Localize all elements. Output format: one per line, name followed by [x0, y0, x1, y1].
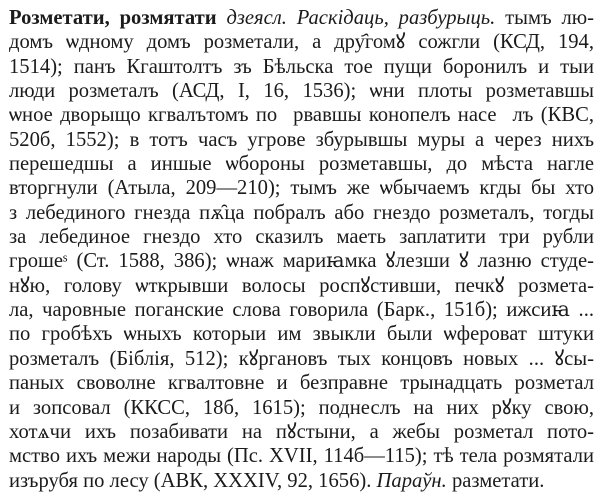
entry-text-line: паных своволне кгвалтовне и безправне трынадцать розметал	[9, 372, 594, 395]
equivalent-word: разметати.	[451, 469, 545, 492]
entry-text-line: мство ихъ межи народы (Пс. XVII, 114б—115); тѣ тела розмятали	[9, 445, 594, 468]
entry-text-line: 1514); панъ Кгаштолтъ зъ Бѣльска тое пущи боронилъ и тыи	[9, 55, 594, 78]
entry-text-line: вторгнули (Атыла, 209—210); тымъ же ѡбычаемъ кгды бы хто	[9, 177, 594, 200]
entry-text-line: люди розметалъ (АСД, I, 16, 1536); ѡни плоты розметавшы	[9, 80, 594, 103]
entry-text-line: з лебединого гнезда пѫ̑ца побралъ або гнездо розметалъ, тогды	[9, 201, 594, 224]
entry-text-line: перешедшы а иншые ѡбороны розметавшы, до мѣста нагле	[9, 153, 594, 176]
entry-text-line: розметалъ (Біблія, 512); кꙋргановъ тых концовъ новых ... ꙋсы-	[9, 347, 594, 370]
entry-text-line: и зопсовал (ККСС, 18б, 1615); поднеслъ на них рꙋку свою,	[9, 396, 594, 419]
entry-first-line	[9, 6, 594, 30]
entry-gloss: Раскідаць, разбурыць.	[296, 7, 496, 29]
entry-text-line: за лебединое гнездо хто сказилъ маеть заплатити три рубли	[9, 226, 594, 249]
entry-text-line: тымъ лю-	[505, 7, 594, 29]
entry-text-line: хотѧчи ихъ позабивати на пꙋстыни, а жебы розметал пото-	[9, 420, 594, 443]
entry-text-line: нꙋю, голову ѡткрывши волосы роспꙋстивши, печкꙋ розмета-	[9, 274, 594, 297]
entry-text-line: ла, чаровные поганские слова говорила (Барк., 151б); ижсиꙗ ...	[9, 299, 594, 322]
entry-text-line: изърубя по лесу (АВК, XXXIV, 92, 1656).	[9, 469, 372, 492]
equivalent-label: Параўн.	[376, 469, 447, 492]
entry-headword: Розметати, розмятати	[9, 7, 217, 29]
entry-last-line	[9, 469, 594, 493]
entry-text-line: по гробѣхъ ѡныхъ которыи им звыкли были ѡфероват штуки	[9, 323, 594, 346]
part-of-speech: дзеясл.	[226, 7, 287, 29]
entry-text-line: грошеˢ (Ст. 1588, 386); ѡнаж мариꙗмка ꙋлезши ꙋ лазню студе-	[9, 250, 594, 273]
entry-text-line: 520б, 1552); в тотъ часъ угрове збурывшы муры а через нихъ	[9, 128, 594, 151]
entry-text-line: ѡное дворыщо кгвалътомъ поⷮрвавшы конопелъ насеⷮлъ (КВС,	[9, 104, 594, 127]
entry-text-line: домъ ѡдному домъ розметали, а дру҄гомꙋ сожгли (КСД, 194,	[9, 31, 594, 54]
